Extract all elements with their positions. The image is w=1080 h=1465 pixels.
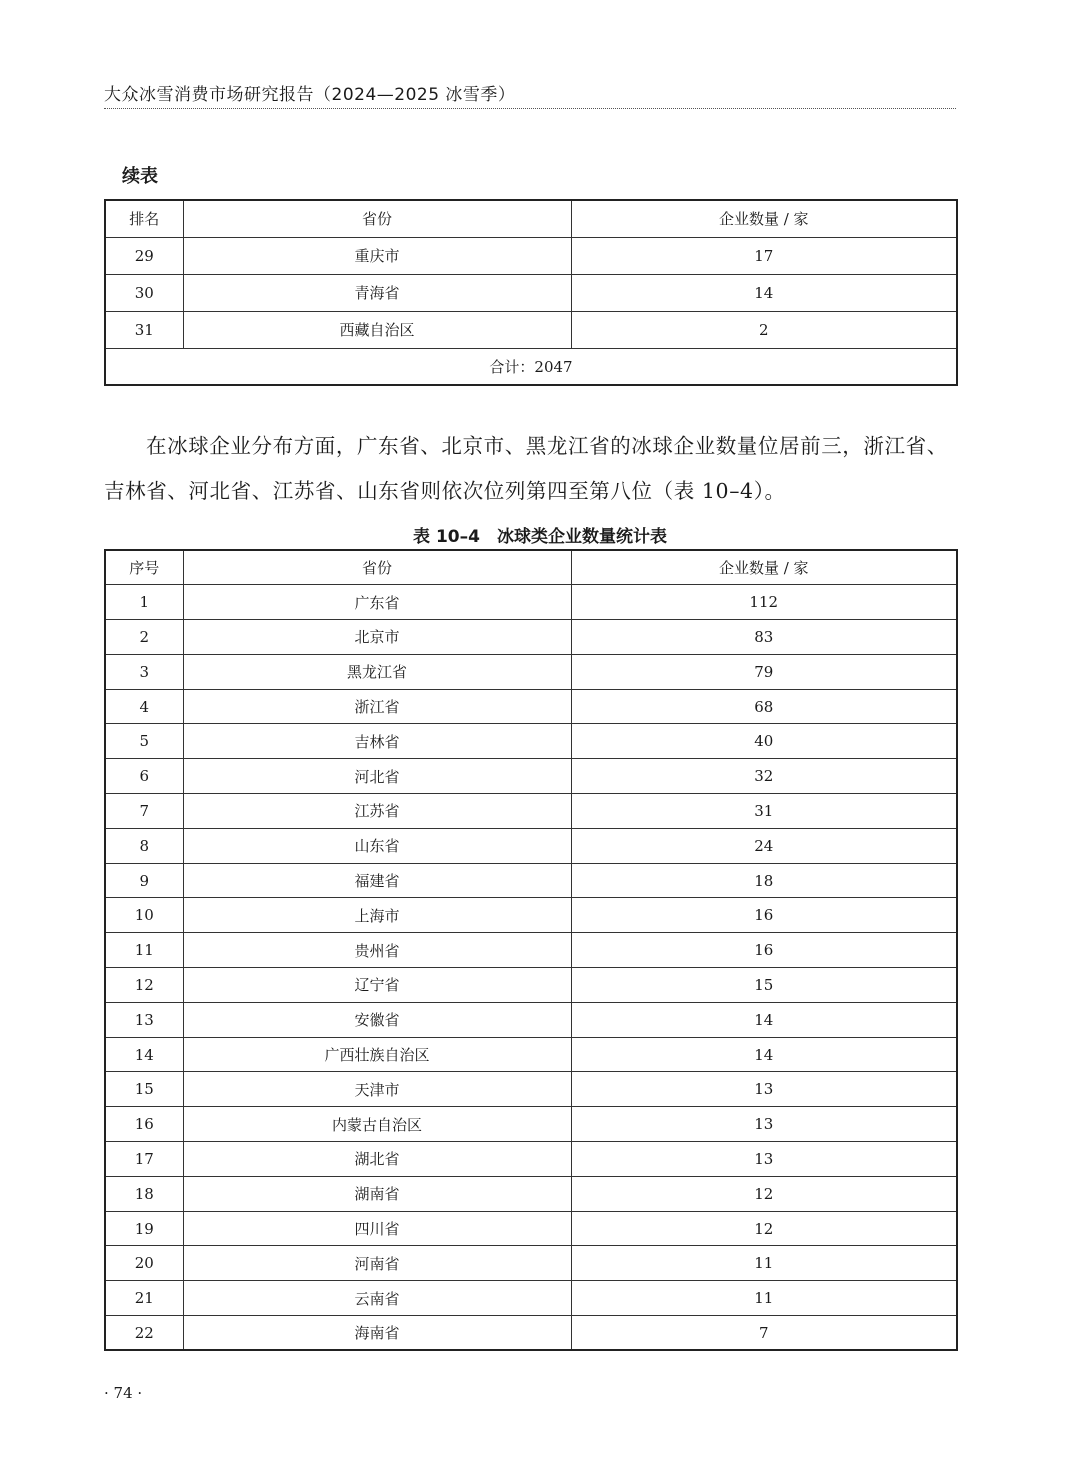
table-caption: 表 10–4 冰球类企业数量统计表 [413,527,667,547]
table-row [105,1002,957,1037]
table-row [105,1211,957,1246]
table-row [105,689,957,724]
cell-rank: 29 [105,237,183,274]
cell-index: 16 [105,1107,183,1142]
table-row [105,274,957,311]
ice-hockey-enterprise-table [104,549,958,1351]
table-row [105,968,957,1003]
table-header-row [105,200,957,237]
table-row [105,654,957,689]
cell-rank: 30 [105,274,183,311]
cell-province: 内蒙古自治区 [183,1107,571,1142]
cell-count: 16 [571,933,957,968]
table-row [105,311,957,348]
table-total: 合计：2047 [105,348,957,385]
table-header-row [105,550,957,585]
cell-province: 云南省 [183,1281,571,1316]
cell-index: 3 [105,654,183,689]
column-header-rank: 排名 [105,200,183,237]
cell-count: 24 [571,828,957,863]
table-row [105,585,957,620]
cell-count: 13 [571,1142,957,1177]
table-row [105,898,957,933]
cell-index: 17 [105,1142,183,1177]
cell-province: 浙江省 [183,689,571,724]
column-header-index: 序号 [105,550,183,585]
cell-province: 江苏省 [183,794,571,829]
cell-province: 西藏自治区 [183,311,571,348]
cell-index: 10 [105,898,183,933]
cell-index: 13 [105,1002,183,1037]
cell-index: 21 [105,1281,183,1316]
cell-province: 福建省 [183,863,571,898]
table-row [105,1176,957,1211]
cell-province: 山东省 [183,828,571,863]
running-header: 大众冰雪消费市场研究报告（2024—2025 冰雪季） [104,85,516,105]
table-row [105,933,957,968]
table-row [105,1037,957,1072]
cell-province: 湖南省 [183,1176,571,1211]
cell-index: 18 [105,1176,183,1211]
column-header-province: 省份 [183,200,571,237]
cell-province: 广西壮族自治区 [183,1037,571,1072]
table-row [105,237,957,274]
table-row [105,1316,957,1351]
cell-province: 四川省 [183,1211,571,1246]
cell-count: 16 [571,898,957,933]
cell-province: 河北省 [183,759,571,794]
cell-count: 83 [571,620,957,655]
cell-province: 安徽省 [183,1002,571,1037]
page-number: · 74 · [104,1384,143,1402]
cell-province: 黑龙江省 [183,654,571,689]
cell-count: 14 [571,1037,957,1072]
cell-province: 海南省 [183,1316,571,1351]
cell-rank: 31 [105,311,183,348]
cell-count: 12 [571,1176,957,1211]
cell-count: 13 [571,1072,957,1107]
cell-province: 上海市 [183,898,571,933]
table-row [105,1072,957,1107]
cell-province: 广东省 [183,585,571,620]
table-row [105,1281,957,1316]
cell-index: 1 [105,585,183,620]
cell-count: 40 [571,724,957,759]
cell-province: 河南省 [183,1246,571,1281]
cell-index: 22 [105,1316,183,1351]
cell-count: 15 [571,968,957,1003]
cell-count: 17 [571,237,957,274]
column-header-province: 省份 [183,550,571,585]
cell-index: 12 [105,968,183,1003]
cell-index: 7 [105,794,183,829]
table-row [105,794,957,829]
table-row [105,1107,957,1142]
cell-province: 青海省 [183,274,571,311]
table-row [105,724,957,759]
cell-count: 79 [571,654,957,689]
cell-count: 12 [571,1211,957,1246]
cell-count: 13 [571,1107,957,1142]
table-total-row [105,348,957,385]
table-row [105,1142,957,1177]
cell-index: 14 [105,1037,183,1072]
cell-province: 辽宁省 [183,968,571,1003]
cell-index: 4 [105,689,183,724]
table-row [105,759,957,794]
cell-index: 15 [105,1072,183,1107]
cell-index: 11 [105,933,183,968]
column-header-count: 企业数量 / 家 [571,200,957,237]
cell-province: 北京市 [183,620,571,655]
cell-count: 32 [571,759,957,794]
cell-count: 18 [571,863,957,898]
table-row [105,620,957,655]
cell-count: 14 [571,274,957,311]
cell-count: 11 [571,1281,957,1316]
table-row [105,1246,957,1281]
cell-count: 2 [571,311,957,348]
cell-province: 天津市 [183,1072,571,1107]
cell-count: 112 [571,585,957,620]
column-header-count: 企业数量 / 家 [571,550,957,585]
cell-index: 19 [105,1211,183,1246]
cell-count: 68 [571,689,957,724]
cell-index: 9 [105,863,183,898]
header-divider [104,108,956,109]
cell-index: 6 [105,759,183,794]
continued-table-title: 续表 [122,166,158,187]
cell-index: 5 [105,724,183,759]
cell-index: 8 [105,828,183,863]
cell-count: 14 [571,1002,957,1037]
cell-province: 湖北省 [183,1142,571,1177]
cell-province: 贵州省 [183,933,571,968]
continued-table [104,199,958,386]
cell-province: 吉林省 [183,724,571,759]
table-row [105,863,957,898]
cell-count: 31 [571,794,957,829]
cell-province: 重庆市 [183,237,571,274]
body-paragraph: 在冰球企业分布方面，广东省、北京市、黑龙江省的冰球企业数量位居前三，浙江省、吉林省、河北省、江苏省、山东省则依次位列第四至第八位（表 10–4）。 [104,434,948,503]
cell-count: 7 [571,1316,957,1351]
cell-index: 2 [105,620,183,655]
cell-count: 11 [571,1246,957,1281]
table-row [105,828,957,863]
cell-index: 20 [105,1246,183,1281]
